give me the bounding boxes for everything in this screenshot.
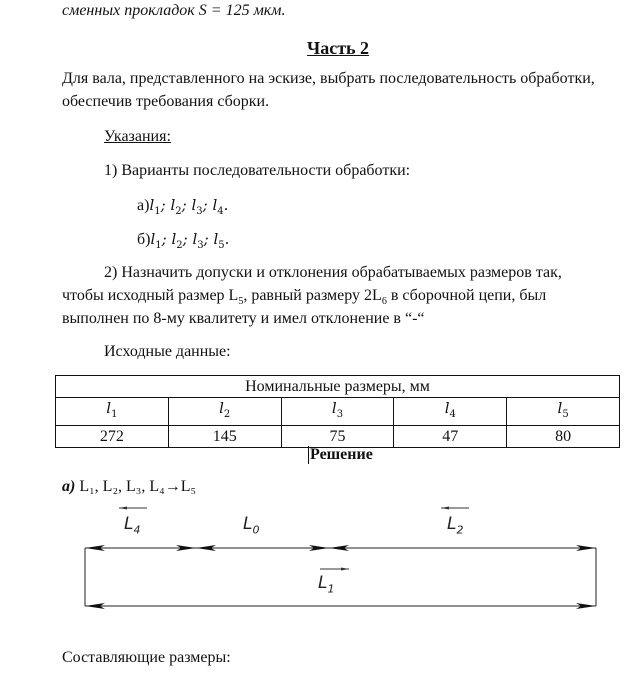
solution-a-label: а) — [62, 478, 76, 495]
text-part: чтобы исходный размер L — [62, 287, 239, 304]
instruction-item-2-line-3: выполнен по 8-му квалитету и имел отклонение в “-“ — [62, 310, 425, 327]
instruction-item-2-line-1: 2) Назначить допуски и отклонения обрабатываемых размеров так, — [104, 264, 562, 281]
table-cell-symbol: $l_1$ — [56, 398, 169, 426]
subscript: 6 — [381, 296, 387, 308]
label-L2: $L_2$ — [447, 514, 464, 537]
solution-title: Решение — [310, 446, 373, 463]
label-L4: $L_4$ — [124, 514, 141, 537]
table-cell-value: 75 — [281, 426, 394, 448]
variant-a-formula: $l_1$; $l_2$; $l_3$; $l_4$. — [149, 196, 229, 217]
text-cursor — [308, 446, 309, 464]
dimension-chain-diagram — [0, 490, 639, 620]
nominal-sizes-table — [55, 375, 620, 448]
table-symbol-row — [56, 398, 620, 426]
text-part: , равный размеру 2L — [243, 287, 382, 304]
table-cell-value: 272 — [56, 426, 169, 448]
text-part: в сборочной цепи, был — [386, 287, 547, 304]
table-cell-symbol: $l_4$ — [394, 398, 507, 426]
components-label: Составляющие размеры: — [62, 649, 231, 666]
table-cell-symbol: $l_3$ — [281, 398, 394, 426]
table-cell-symbol: $l_2$ — [168, 398, 281, 426]
variant-b-formula: $l_1$; $l_2$; $l_3$; $l_5$. — [150, 230, 230, 251]
variant-b-prefix: б) — [137, 231, 151, 248]
variant-b — [137, 230, 229, 251]
table-cell-value: 145 — [168, 426, 281, 448]
table-header: Номинальные размеры, мм — [56, 376, 620, 398]
solution-a-chain: L₁, L₂, L₃, L₄→L₅ — [79, 478, 197, 495]
table-cell-symbol: $l_5$ — [507, 398, 620, 426]
instructions-heading: Указания: — [104, 128, 171, 145]
subscript: 5 — [238, 296, 244, 308]
variant-a-prefix: а) — [137, 197, 150, 214]
label-L1: $L_1$ — [318, 573, 335, 596]
intro-line-2: обеспечив требования сборки. — [62, 93, 270, 110]
instruction-item-1: 1) Варианты последовательности обработки: — [104, 162, 411, 179]
table-cell-value: 80 — [507, 426, 620, 448]
section-title: Часть 2 — [307, 38, 370, 58]
instruction-item-2-line-2 — [62, 287, 546, 307]
table-header-row — [56, 376, 620, 398]
previous-page-tail: сменных прокладок S = 125 мкм. — [62, 2, 286, 19]
variant-a — [137, 196, 228, 217]
label-L0: $L_0$ — [243, 514, 260, 537]
intro-line-1: Для вала, представленного на эскизе, выбрать последовательность обработки, — [62, 70, 595, 87]
table-value-row — [56, 426, 620, 448]
table-cell-value: 47 — [394, 426, 507, 448]
source-data-label: Исходные данные: — [104, 343, 231, 360]
